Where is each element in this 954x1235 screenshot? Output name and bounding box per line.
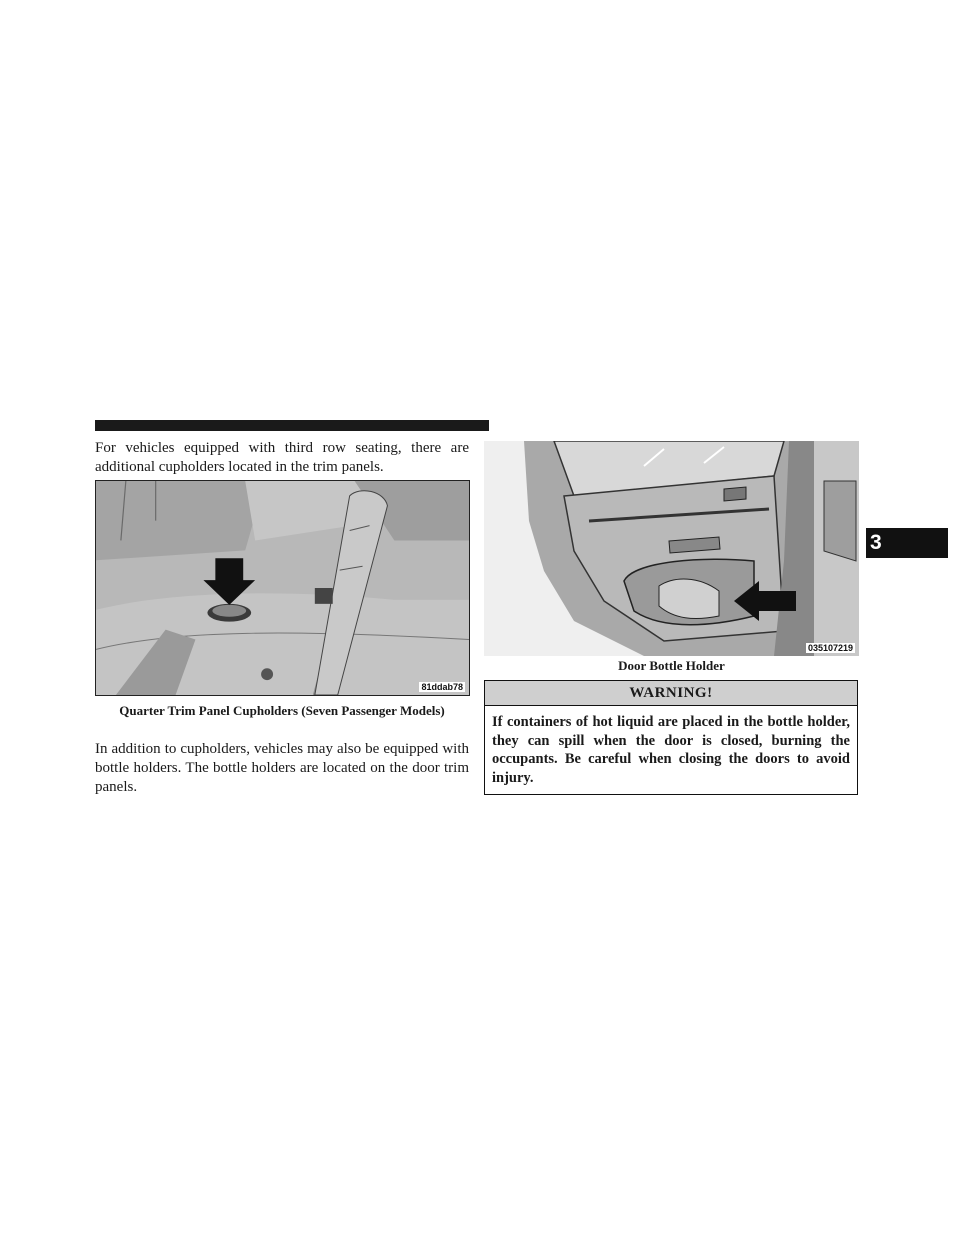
figure-code: 81ddab78	[421, 682, 463, 692]
intro-paragraph: For vehicles equipped with third row seating, there are additional cupholders located in the trim panels.	[95, 440, 469, 475]
door-illustration	[484, 441, 859, 656]
warning-box	[484, 680, 858, 795]
warning-title: WARNING!	[485, 681, 857, 706]
figure1-caption: Quarter Trim Panel Cupholders (Seven Passenger Models)	[119, 703, 445, 718]
section-header-rule	[95, 420, 489, 431]
warning-text: If containers of hot liquid are placed in the bottle holder, they can spill when the door is closed, burning the occupants. Be careful when closing the doors to avoid injury.	[492, 714, 850, 786]
door-bottle-holder-figure	[484, 441, 859, 656]
figure2-caption: Door Bottle Holder	[618, 658, 725, 673]
chapter-tab: 3	[866, 528, 948, 558]
cupholder-illustration	[96, 481, 469, 695]
bottle-holder-paragraph: In addition to cupholders, vehicles may also be equipped with bottle holders. The bottle holders are located on the door trim panels.	[95, 741, 469, 795]
figure-code: 035107219	[807, 643, 853, 653]
quarter-trim-cupholder-figure	[95, 480, 470, 696]
